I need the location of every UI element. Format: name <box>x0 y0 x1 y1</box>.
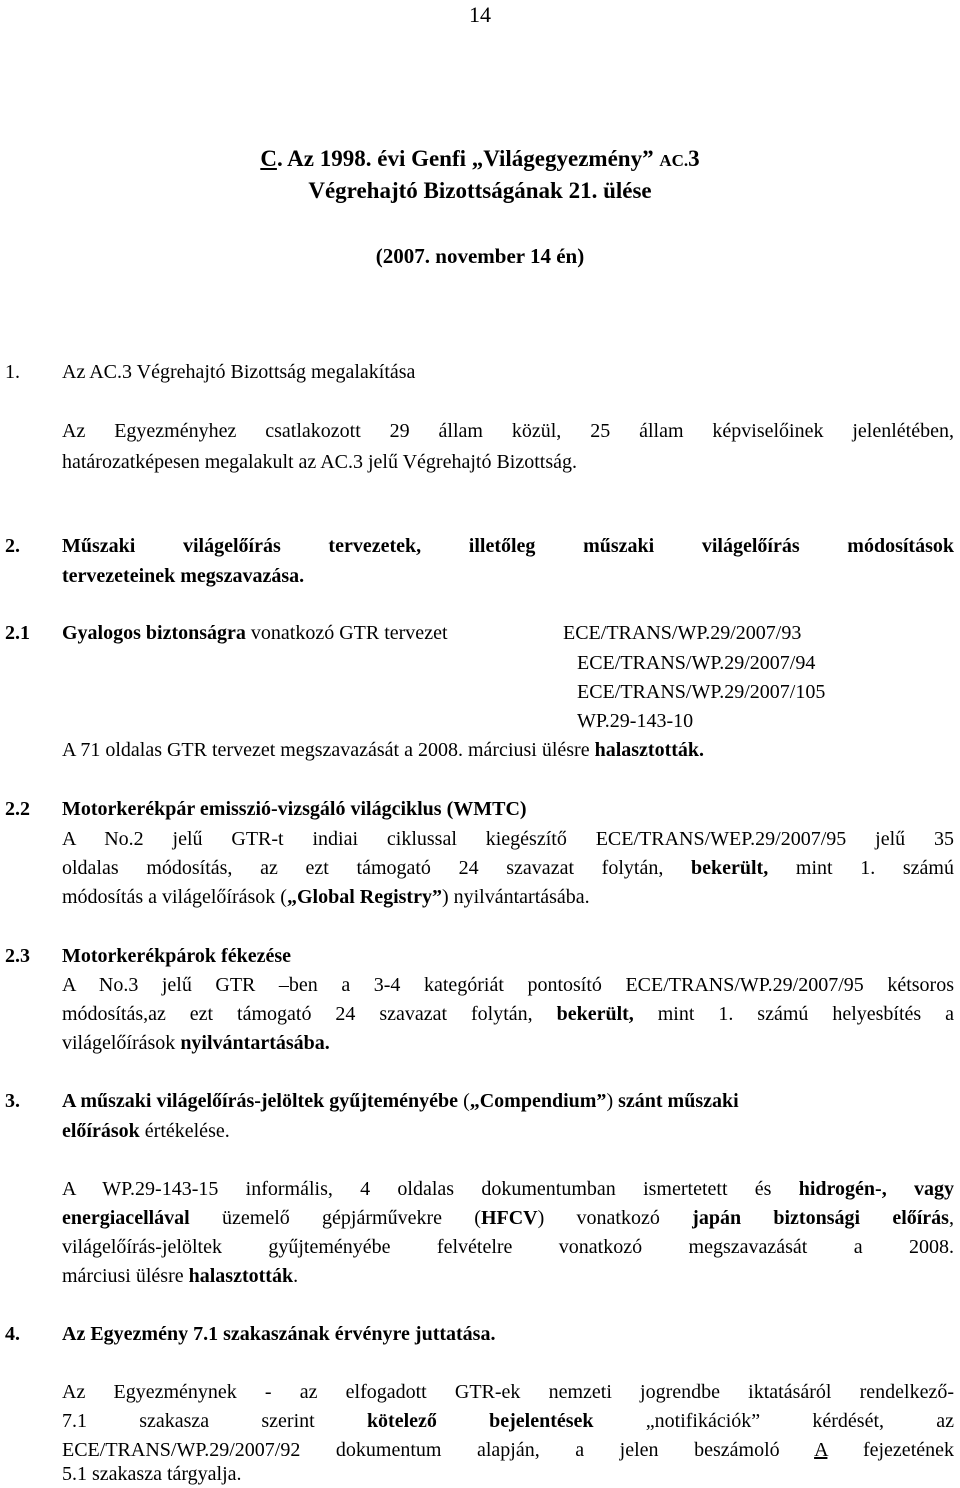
section-4-paragraph-line: 5.1 szakasza tárgyalja. <box>62 1463 242 1485</box>
section-3-paragraph-line: A WP.29-143-15 informális, 4 oldalas dokumentumban ismertetett és hidrogén-, vagy <box>62 1178 954 1200</box>
section-3-paragraph-line: energiacellával üzemelő gépjárművekre (HFCV) vonatkozó japán biztonsági előírás, <box>62 1207 954 1229</box>
section-4-paragraph-line: 7.1 szakasza szerint kötelező bejelentések „notifikációk” kérdését, az <box>62 1410 954 1432</box>
subsection-2-3-line: módosítás,az ezt támogató 24 szavazat folytán, bekerült, mint 1. számú helyesbítés a <box>62 1003 954 1025</box>
document-reference: WP.29-143-10 <box>577 710 694 732</box>
section-1-number: 1. <box>5 361 20 383</box>
section-3-heading-line: előírások értékelése. <box>62 1120 230 1142</box>
document-reference: ECE/TRANS/WP.29/2007/105 <box>577 681 826 703</box>
document-reference: ECE/TRANS/WP.29/2007/93 <box>563 622 802 644</box>
subsection-2-1-note: A 71 oldalas GTR tervezet megszavazását a 2008. márciusi ülésre halasztották. <box>62 739 705 761</box>
section-4-number: 4. <box>5 1323 20 1345</box>
section-1-paragraph-line: Az Egyezményhez csatlakozott 29 állam közül, 25 állam képviselőinek jelenlétében, <box>62 420 954 442</box>
section-2-number: 2. <box>5 535 20 557</box>
section-letter: C <box>260 146 277 171</box>
section-4-paragraph-line: ECE/TRANS/WP.29/2007/92 dokumentum alapján, a jelen beszámoló A fejezetének <box>62 1439 954 1461</box>
section-3-number: 3. <box>5 1090 20 1112</box>
section-4-heading: Az Egyezmény 7.1 szakaszának érvényre juttatása. <box>62 1323 496 1345</box>
subsection-2-3-number: 2.3 <box>5 945 30 967</box>
subsection-2-2-line: módosítás a világelőírások („Global Registry”) nyilvántartásába. <box>62 886 590 908</box>
section-1-heading: Az AC.3 Végrehajtó Bizottság megalakítása <box>62 361 416 383</box>
document-title-line2: Végrehajtó Bizottságának 21. ülése <box>308 178 652 203</box>
section-2-heading-line: Műszaki világelőírás tervezetek, illetőleg műszaki világelőírás módosítások <box>62 535 954 557</box>
section-3-paragraph-line: világelőírás-jelöltek gyűjteményébe felvételre vonatkozó megszavazását a 2008. <box>62 1236 954 1258</box>
section-3-paragraph-line: márciusi ülésre halasztották. <box>62 1265 299 1287</box>
section-2-heading-line: tervezeteinek megszavazása. <box>62 565 305 587</box>
section-3-heading-line: A műszaki világelőírás-jelöltek gyűjteményébe („Compendium”) szánt műszaki <box>62 1090 739 1112</box>
page-number: 14 <box>469 2 491 27</box>
subsection-2-3-line: A No.3 jelű GTR –ben a 3-4 kategóriát pontosító ECE/TRANS/WP.29/2007/95 kétsoros <box>62 974 954 996</box>
subsection-2-3-line: világelőírások nyilvántartásába. <box>62 1032 330 1054</box>
subsection-2-1-number: 2.1 <box>5 622 30 644</box>
section-1-paragraph-line: határozatképesen megalakult az AC.3 jelű Végrehajtó Bizottság. <box>62 451 578 473</box>
subsection-2-3-heading: Motorkerékpárok fékezése <box>62 945 292 967</box>
section-4-paragraph-line: Az Egyezménynek - az elfogadott GTR-ek nemzeti jogrendbe iktatásáról rendelkező- <box>62 1381 954 1403</box>
document-reference: ECE/TRANS/WP.29/2007/94 <box>577 652 816 674</box>
subsection-2-2-heading: Motorkerékpár emisszió-vizsgáló világciklus (WMTC) <box>62 798 527 820</box>
meeting-date: (2007. november 14 én) <box>375 244 585 268</box>
subsection-2-2-line: oldalas módosítás, az ezt támogató 24 szavazat folytán, bekerült, mint 1. számú <box>62 857 954 879</box>
subsection-2-2-line: A No.2 jelű GTR-t indiai ciklussal kiegészítő ECE/TRANS/WEP.29/2007/95 jelű 35 <box>62 828 954 850</box>
subsection-2-2-number: 2.2 <box>5 798 30 820</box>
document-title-line1: C. Az 1998. évi Genfi „Világegyezmény” AC.3 <box>260 146 700 171</box>
subsection-2-1-heading: Gyalogos biztonságra vonatkozó GTR tervezet <box>62 622 448 644</box>
